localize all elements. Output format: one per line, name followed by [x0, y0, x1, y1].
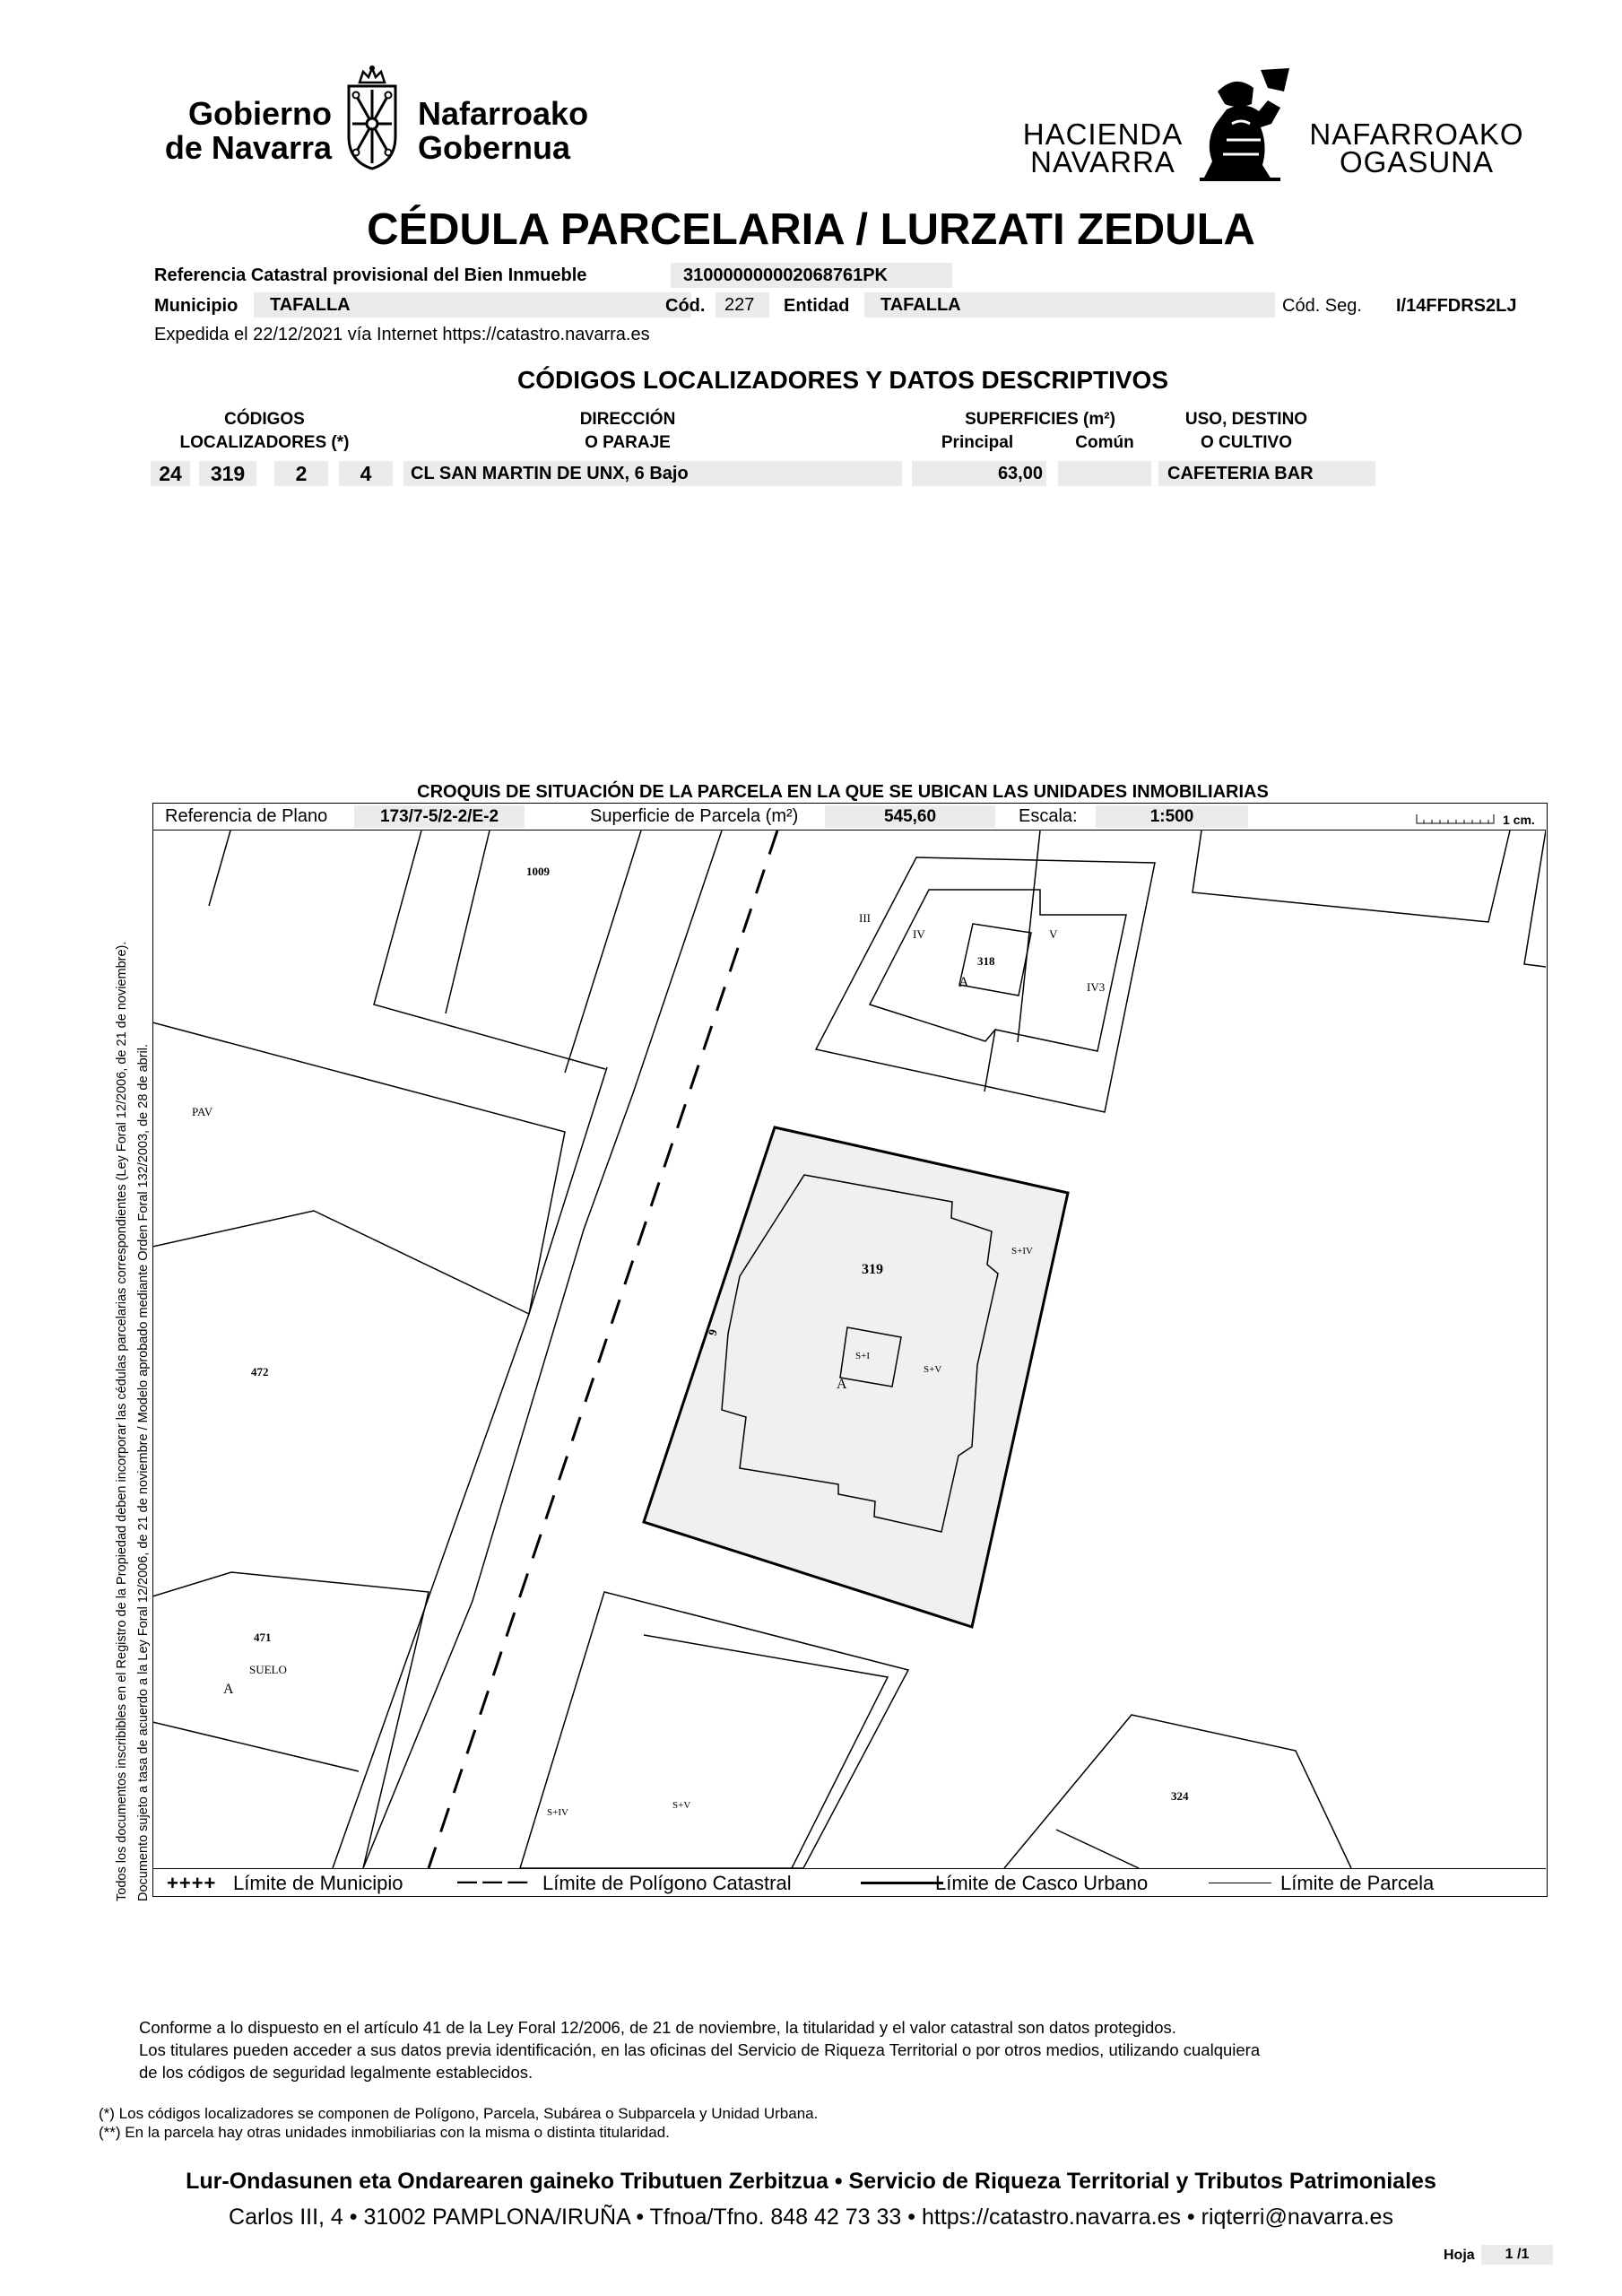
scale-bar-icon: [1415, 813, 1496, 825]
notice-line1: Conforme a lo dispuesto en el artículo 41 de la Ley Foral 12/2006, de 21 de noviembre, la titularidad y el valor catastral son datos protegidos.: [139, 2018, 1176, 2037]
hoja-value: 1 /1: [1481, 2245, 1553, 2265]
map-label-spiv-bottom: S+IV: [547, 1807, 568, 1818]
escala-value: 1:500: [1096, 805, 1248, 828]
parcel-319-outline: [644, 1127, 1068, 1627]
map-label-a-471: A: [223, 1682, 234, 1697]
legend-casco: Límite de Casco Urbano: [935, 1872, 1149, 1894]
map-label-suelo: SUELO: [249, 1663, 287, 1676]
map-label-a-318: A: [958, 975, 969, 990]
cell-subparcela: 2: [274, 461, 328, 486]
th-direccion: [502, 408, 753, 455]
ref-label: Referencia Catastral provisional del Bien Inmueble: [154, 265, 587, 285]
legend-parcela: Límite de Parcela: [1280, 1872, 1435, 1894]
th-codigos-line2: LOCALIZADORES (*): [179, 433, 350, 452]
section-title: CÓDIGOS LOCALIZADORES Y DATOS DESCRIPTIVOS: [516, 366, 1169, 394]
municipio-label: Municipio: [154, 296, 239, 316]
map-label-471: 471: [254, 1631, 272, 1644]
sup-parcela-value: 545,60: [825, 805, 995, 828]
gov-left-text: [152, 97, 332, 165]
notice-line3: de los códigos de seguridad legalmente establecidos.: [139, 2063, 533, 2082]
notes-block: [99, 2104, 818, 2142]
cell-uso: CAFETERIA BAR: [1158, 461, 1375, 486]
gov-left-line1: Gobierno: [188, 95, 332, 132]
cell-unidad: 4: [339, 461, 393, 486]
note-line1: (*) Los códigos localizadores se componen de Polígono, Parcela, Subárea o Subparcela y Unidad Urbana.: [99, 2105, 819, 2122]
th-direccion-line1: DIRECCIÓN: [579, 410, 676, 429]
legend-municipio: Límite de Municipio: [233, 1872, 403, 1894]
hacienda-right-line1: NAFARROAKO: [1309, 117, 1524, 151]
map-label-a-319: A: [837, 1377, 847, 1392]
th-direccion-line2: O PARAJE: [585, 433, 671, 452]
footer-line1: Lur-Ondasunen eta Ondarearen gaineko Tributuen Zerbitzua • Servicio de Riqueza Territorial y Tributos Patrimoniales: [186, 2169, 1436, 2194]
map-label-472: 472: [251, 1365, 269, 1378]
th-uso: [1139, 408, 1354, 455]
notice-line2: Los titulares pueden acceder a sus datos previa identificación, en las oficinas del Servicio de Riqueza Territorial o por otros medios, utilizando cualquiera: [139, 2040, 1261, 2059]
footer-line2: Carlos III, 4 • 31002 PAMPLONA/IRUÑA • Tfnoa/Tfno. 848 42 73 33 • https://catastro.navarra.es • riqterri@navarra.es: [229, 2205, 1393, 2230]
th-principal: Principal: [941, 433, 1014, 452]
codseg-label: Cód. Seg.: [1282, 296, 1362, 316]
hacienda-left-line2: NAVARRA: [1030, 145, 1175, 178]
hacienda-left-text: [1022, 117, 1184, 178]
map-label-pav: PAV: [192, 1105, 213, 1118]
note-line2: (**) En la parcela hay otras unidades inmobiliarias con la misma o distinta titularidad.: [99, 2124, 670, 2141]
entidad-label: Entidad: [784, 296, 850, 316]
ref-value: 310000000002068761PK: [671, 263, 952, 288]
map-label-spv: S+V: [924, 1364, 942, 1375]
map-label-spi: S+I: [855, 1351, 870, 1361]
legend-casco-line: [861, 1882, 943, 1884]
th-codigos-line1: CÓDIGOS: [224, 410, 305, 429]
map-label-1009: 1009: [526, 865, 550, 878]
map-label-spv-bottom: S+V: [672, 1800, 691, 1811]
cell-principal: 63,00: [912, 461, 1046, 486]
notice-block: [139, 2016, 1260, 2083]
cadastral-map: [152, 831, 1546, 1868]
hoja-label: Hoja: [1444, 2248, 1475, 2263]
th-uso-line1: USO, DESTINO: [1184, 410, 1308, 429]
croquis-title: CROQUIS DE SITUACIÓN DE LA PARCELA EN LA QUE SE UBICAN LAS UNIDADES INMOBILIARIAS: [417, 782, 1269, 802]
gov-right-line1: Nafarroako: [418, 95, 589, 132]
map-label-nine: 9: [705, 1327, 720, 1337]
map-label-iv: IV: [913, 927, 925, 941]
hacienda-figure-icon: [1182, 65, 1316, 186]
hacienda-right-line2: OGASUNA: [1339, 145, 1495, 178]
cell-direccion: CL SAN MARTIN DE UNX, 6 Bajo: [403, 461, 902, 486]
hacienda-right-text: [1309, 117, 1524, 178]
side-note-line2: Documento sujeto a tasa de acuerdo a la Ley Foral 12/2006, de 21 de noviembre / Modelo aprobado mediante Orden Foral 132/2003, de 28 de abril.: [136, 1043, 151, 1901]
navarra-coat-of-arms-icon: [336, 65, 408, 172]
expedida-text: Expedida el 22/12/2021 vía Internet https://catastro.navarra.es: [154, 325, 650, 344]
legend-poligono-symbol: — — —: [457, 1870, 528, 1892]
gov-left-line2: de Navarra: [164, 129, 332, 166]
cell-comun: [1058, 461, 1151, 486]
th-superficies: SUPERFICIES (m²): [965, 410, 1115, 429]
cell-parcela: 319: [199, 461, 256, 486]
map-label-iv3: IV3: [1087, 980, 1106, 994]
th-comun: Común: [1075, 433, 1134, 452]
gov-right-text: [418, 97, 588, 165]
th-codigos: [134, 408, 395, 455]
cod-value: 227: [716, 292, 769, 317]
side-note-line1: Todos los documentos inscribibles en el Registro de la Propiedad deben incorporar las cédulas parcelarias correspondientes (Ley Foral 12/2006, de 21 de noviembre).: [115, 941, 129, 1901]
municipio-value: TAFALLA: [254, 292, 691, 317]
page-title: CÉDULA PARCELARIA / LURZATI ZEDULA: [367, 205, 1255, 254]
scale-bar-label: 1 cm.: [1503, 813, 1535, 827]
map-label-324: 324: [1171, 1789, 1189, 1803]
street-edge: [363, 831, 722, 1868]
codseg-value: I/14FFDRS2LJ: [1396, 296, 1517, 316]
cell-poligono: 24: [151, 461, 190, 486]
legend-municipio-symbol: ++++: [167, 1872, 217, 1894]
ref-plano-label: Referencia de Plano: [165, 806, 328, 826]
th-uso-line2: O CULTIVO: [1200, 433, 1293, 452]
sup-parcela-label: Superficie de Parcela (m²): [590, 806, 799, 826]
entidad-value: TAFALLA: [864, 292, 1275, 317]
escala-label: Escala:: [1019, 806, 1078, 826]
map-label-319: 319: [862, 1262, 883, 1277]
map-label-318: 318: [977, 954, 995, 968]
legend-poligono: Límite de Polígono Catastral: [542, 1872, 792, 1894]
map-label-spiv: S+IV: [1011, 1246, 1033, 1257]
hacienda-left-line1: HACIENDA: [1022, 117, 1184, 151]
map-label-v: V: [1049, 927, 1058, 941]
cod-label: Cód.: [665, 296, 706, 316]
map-label-iii: III: [859, 911, 871, 925]
side-note: [111, 852, 154, 1901]
gov-right-line2: Gobernua: [418, 129, 571, 166]
ref-plano-value: 173/7-5/2-2/E-2: [354, 805, 525, 828]
